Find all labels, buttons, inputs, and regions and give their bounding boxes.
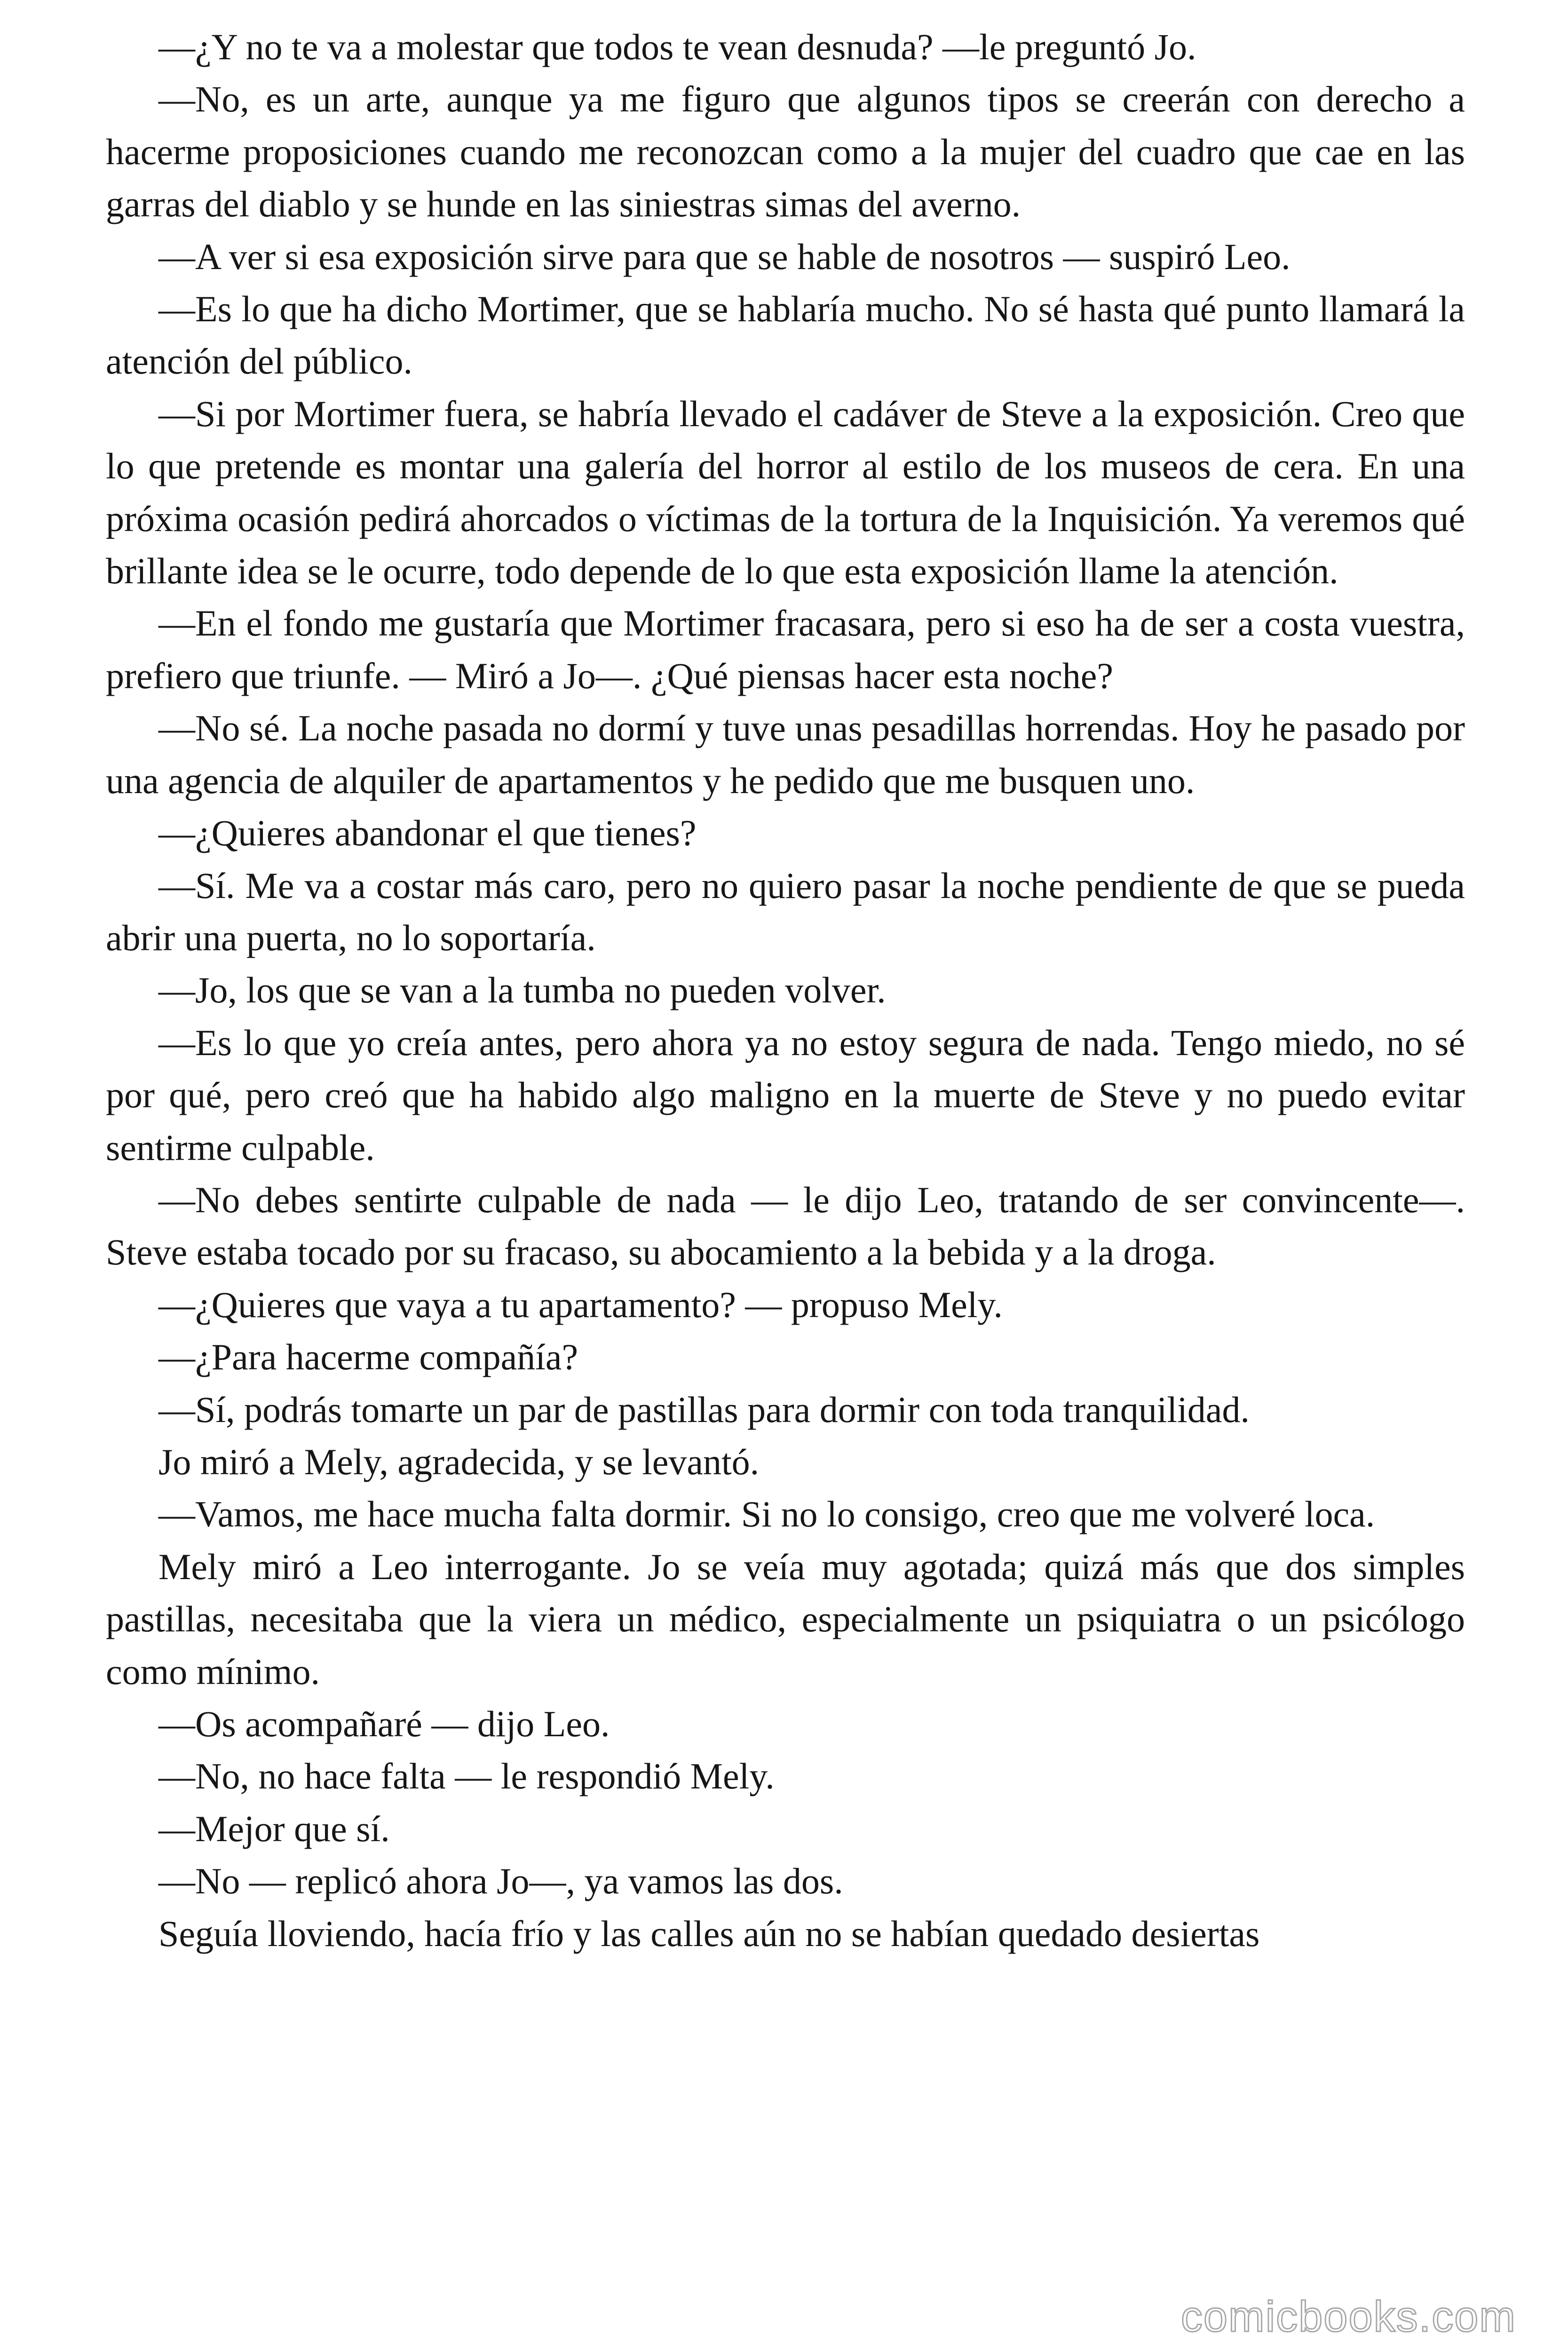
- paragraph: —A ver si esa exposición sirve para que se hable de nosotros — suspiró Leo.: [158, 236, 1291, 277]
- paragraph: —Mejor que sí.: [158, 1808, 390, 1849]
- paragraph: —Es lo que yo creía antes, pero ahora ya no estoy segura de nada. Tengo miedo, no sé por qué, pero creó que ha habido algo maligno en la muerte de Steve y no puedo evitar sentirme culpable.: [106, 1022, 1465, 1168]
- paragraph: —¿Quieres que vaya a tu apartamento? — propuso Mely.: [158, 1284, 1003, 1325]
- paragraph: —Os acompañaré — dijo Leo.: [158, 1703, 610, 1744]
- paragraph: Seguía lloviendo, hacía frío y las calles aún no se habían quedado desiertas: [158, 1913, 1260, 1954]
- paragraph: —No, no hace falta — le respondió Mely.: [158, 1756, 775, 1797]
- paragraph: —En el fondo me gustaría que Mortimer fracasara, pero si eso ha de ser a costa vuestra, prefiero que triunfe. — Miró a Jo—. ¿Qué piensas hacer esta noche?: [106, 603, 1465, 696]
- paragraph: —Si por Mortimer fuera, se habría llevado el cadáver de Steve a la exposición. Creo que lo que pretende es montar una galería del horror al estilo de los museos de cera. En una próxima ocasión pedirá ahorcados o víctimas de la tortura de la Inquisición. Ya veremos qué brillante idea se le ocurre, todo depende de lo que esta exposición llame la atención.: [106, 393, 1465, 592]
- paragraph: —¿Quieres abandonar el que tienes?: [158, 812, 697, 854]
- paragraph: —Sí. Me va a costar más caro, pero no quiero pasar la noche pendiente de que se pueda abrir una puerta, no lo soportaría.: [106, 865, 1465, 958]
- paragraph: —Jo, los que se van a la tumba no pueden volver.: [158, 969, 886, 1011]
- paragraph: —¿Y no te va a molestar que todos te vean desnuda? —le preguntó Jo.: [158, 26, 1196, 67]
- paragraph: Mely miró a Leo interrogante. Jo se veía muy agotada; quizá más que dos simples pastillas, necesitaba que la viera un médico, especialmente un psiquiatra o un psicólogo como mínimo.: [106, 1546, 1465, 1692]
- paragraph: —No, es un arte, aunque ya me figuro que algunos tipos se creerán con derecho a hacerme proposiciones cuando me reconozcan como a la mujer del cuadro que cae en las garras del diablo y se hunde en las siniestras simas del averno.: [106, 79, 1465, 225]
- paragraph: —Vamos, me hace mucha falta dormir. Si no lo consigo, creo que me volveré loca.: [158, 1494, 1375, 1535]
- paragraph: Jo miró a Mely, agradecida, y se levantó.: [158, 1441, 760, 1482]
- paragraph: —No sé. La noche pasada no dormí y tuve unas pesadillas horrendas. Hoy he pasado por una agencia de alquiler de apartamentos y he pedido que me busquen uno.: [106, 707, 1465, 801]
- book-page-text: [106, 21, 1465, 1960]
- paragraph: —Es lo que ha dicho Mortimer, que se hablaría mucho. No sé hasta qué punto llamará la atención del público.: [106, 288, 1465, 382]
- paragraph: —No — replicó ahora Jo—, ya vamos las dos.: [158, 1860, 843, 1902]
- paragraph: —Sí, podrás tomarte un par de pastillas para dormir con toda tranquilidad.: [158, 1389, 1250, 1430]
- paragraph: —¿Para hacerme compañía?: [158, 1336, 578, 1378]
- watermark-logo: comicbooks.com: [1180, 2293, 1516, 2341]
- paragraph: —No debes sentirte culpable de nada — le dijo Leo, tratando de ser convincente—. Steve estaba tocado por su fracaso, su abocamiento a la bebida y a la droga.: [106, 1179, 1465, 1273]
